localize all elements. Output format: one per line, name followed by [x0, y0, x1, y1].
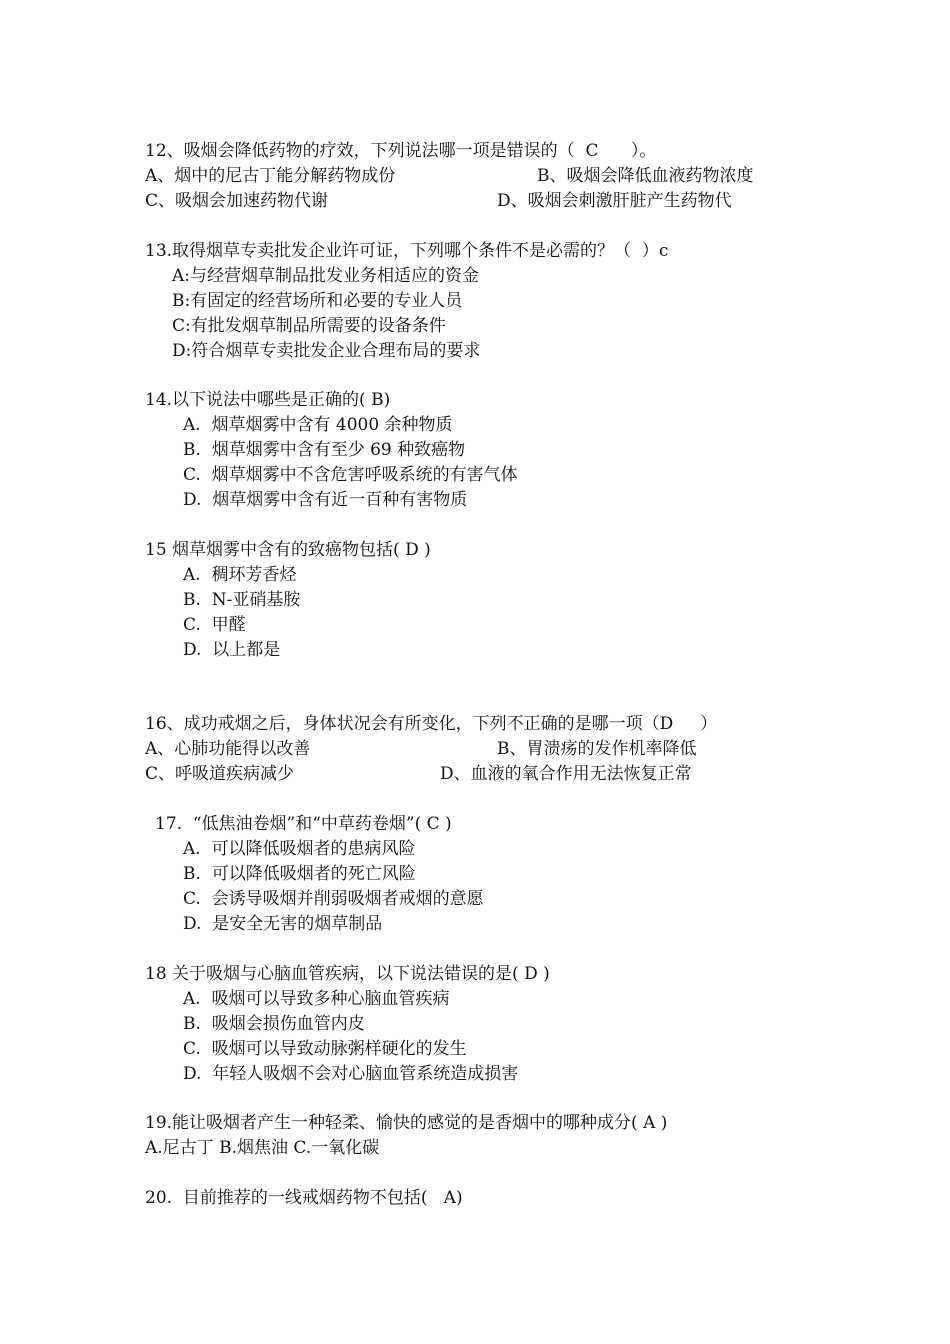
question-16-option-c: C、呼吸道疾病减少	[145, 764, 295, 784]
question-14-option-b: B. 烟草烟雾中含有至少 69 种致癌物	[183, 440, 466, 460]
question-15-option-c: C. 甲醛	[183, 615, 246, 635]
question-18-option-c: C. 吸烟可以导致动脉粥样硬化的发生	[183, 1039, 467, 1059]
question-13-stem: 13.取得烟草专卖批发企业许可证，下列哪个条件不是必需的？（ ）c	[145, 241, 669, 261]
question-12-option-d: D、吸烟会刺激肝脏产生药物代	[497, 191, 732, 211]
question-15-option-d: D. 以上都是	[183, 640, 281, 660]
question-15-stem: 15 烟草烟雾中含有的致癌物包括( D )	[145, 540, 431, 560]
question-13-option-c: C:有批发烟草制品所需要的设备条件	[172, 316, 446, 336]
question-16-option-b: B、胃溃疡的发作机率降低	[497, 739, 697, 759]
question-12-option-c: C、吸烟会加速药物代谢	[145, 191, 329, 211]
question-15-option-a: A. 稠环芳香烃	[183, 565, 297, 585]
question-14-stem: 14.以下说法中哪些是正确的( B)	[145, 390, 391, 410]
question-14-option-c: C. 烟草烟雾中不含危害呼吸系统的有害气体	[183, 465, 518, 485]
question-12-option-a: A、烟中的尼古丁能分解药物成份	[145, 166, 396, 186]
question-18-stem: 18 关于吸烟与心脑血管疾病，以下说法错误的是( D )	[145, 964, 550, 984]
question-13-option-d: D:符合烟草专卖批发企业合理布局的要求	[172, 341, 481, 361]
question-13-option-b: B:有固定的经营场所和必要的专业人员	[172, 291, 463, 311]
question-20-stem: 20. 目前推荐的一线戒烟药物不包括( A)	[145, 1188, 463, 1208]
question-17-option-d: D. 是安全无害的烟草制品	[183, 914, 383, 934]
question-19-options: A.尼古丁 B.烟焦油 C.一氧化碳	[145, 1138, 380, 1158]
question-16-stem: 16、成功戒烟之后，身体状况会有所变化，下列不正确的是哪一项（D ）	[145, 714, 718, 734]
question-14-option-d: D. 烟草烟雾中含有近一百种有害物质	[183, 490, 468, 510]
question-18-option-b: B. 吸烟会损伤血管内皮	[183, 1014, 365, 1034]
question-17-stem: 17. “低焦油卷烟”和“中草药卷烟”( C )	[155, 814, 452, 834]
question-18-option-d: D. 年轻人吸烟不会对心脑血管系统造成损害	[183, 1064, 519, 1084]
question-18-option-a: A. 吸烟可以导致多种心脑血管疾病	[183, 989, 450, 1009]
question-13-option-a: A:与经营烟草制品批发业务相适应的资金	[172, 266, 480, 286]
question-19-stem: 19.能让吸烟者产生一种轻柔、愉快的感觉的是香烟中的哪种成分( A )	[145, 1113, 668, 1133]
question-16-option-d: D、血液的氧合作用无法恢复正常	[440, 764, 692, 784]
question-15-option-b: B. N-亚硝基胺	[183, 590, 301, 610]
question-12-stem: 12、吸烟会降低药物的疗效，下列说法哪一项是错误的（ C ）。	[145, 141, 657, 161]
question-14-option-a: A. 烟草烟雾中含有 4000 余种物质	[183, 415, 453, 435]
question-17-option-b: B. 可以降低吸烟者的死亡风险	[183, 864, 416, 884]
question-17-option-a: A. 可以降低吸烟者的患病风险	[183, 839, 416, 859]
question-17-option-c: C. 会诱导吸烟并削弱吸烟者戒烟的意愿	[183, 889, 484, 909]
question-12-option-b: B、吸烟会降低血液药物浓度	[537, 166, 754, 186]
question-16-option-a: A、心肺功能得以改善	[145, 739, 311, 759]
